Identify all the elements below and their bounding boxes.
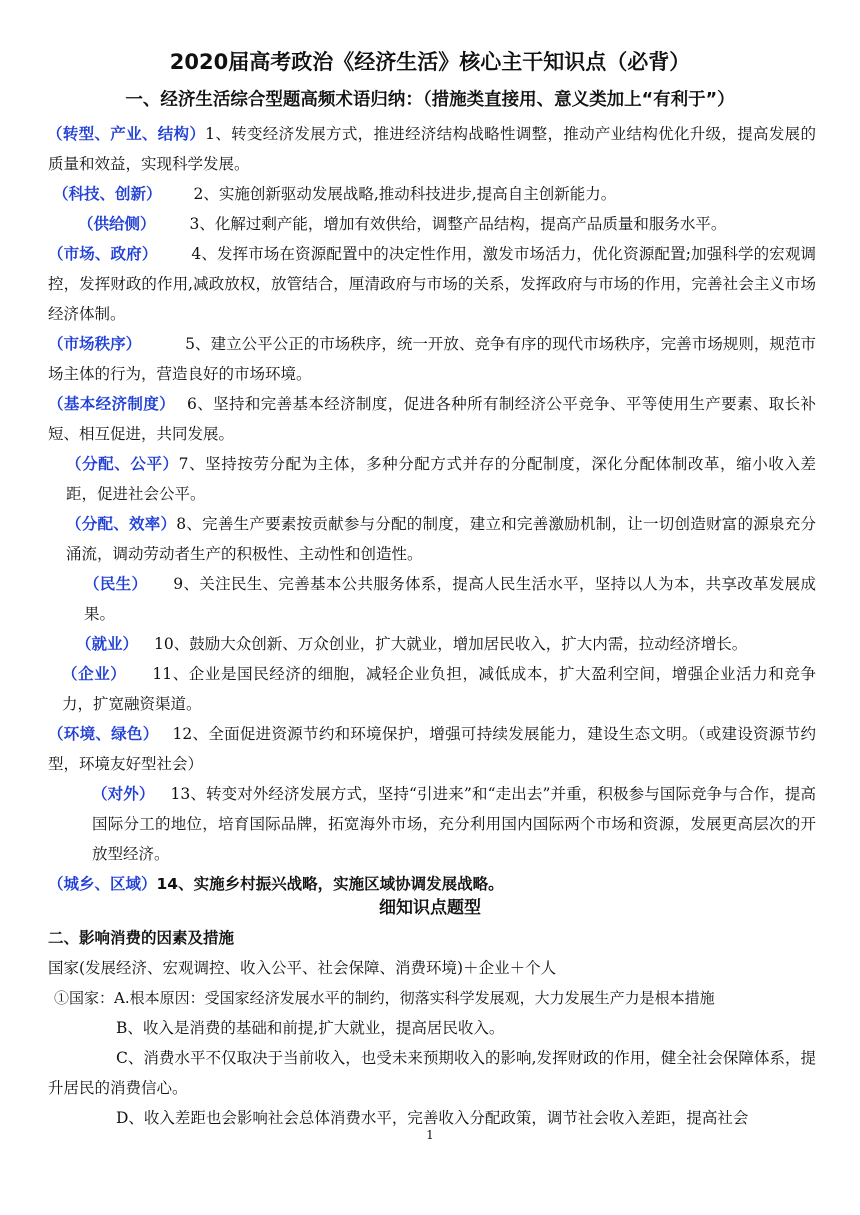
section-2-line: C、消费水平不仅取决于当前收入，也受未来预期收入的影响,发挥财政的作用，健全社会保障体系，提升居民的消费信心。: [48, 1049, 816, 1097]
section-2: [48, 923, 816, 1133]
item-text: 4、发挥市场在资源配置中的决定性作用，激发市场活力，优化资源配置;加强科学的宏观调控，发挥财政的作用,减政放权，放管结合，厘清政府与市场的关系，发挥政府与市场的作用，完善社会主义市场经济体制。: [48, 245, 816, 323]
item-text: 3、化解过剩产能，增加有效供给，调整产品结构，提高产品质量和服务水平。: [189, 215, 727, 233]
section-2-line: B、收入是消费的基础和前提,扩大就业，提高居民收入。: [116, 1019, 505, 1037]
list-item: [48, 179, 816, 209]
list-item: [48, 779, 816, 869]
item-text: 8、完善生产要素按贡献参与分配的制度，建立和完善激励机制，让一切创造财富的源泉充分涌流，调动劳动者生产的积极性、主动性和创造性。: [66, 515, 816, 563]
item-tag: （分配、效率）: [66, 515, 177, 533]
list-item: [48, 569, 816, 629]
page-number: 1: [426, 1128, 434, 1142]
section-1-heading: 一、经济生活综合型题高频术语归纳：（措施类直接用、意义类加上“有利于”）: [125, 90, 735, 110]
section-2-line: 国家(发展经济、宏观调控、收入公平、社会保障、消费环境)＋企业＋个人: [48, 959, 557, 977]
item-tag: （对外）: [92, 785, 155, 803]
item-text: 1、转变经济发展方式，推进经济结构战略性调整，推动产业结构优化升级，提高发展的质量和效益，实现科学发展。: [48, 125, 816, 173]
item-tag: （转型、产业、结构）: [47, 125, 206, 143]
item-text: 5、建立公平公正的市场秩序，统一开放、竞争有序的现代市场秩序，完善市场规则，规范市场主体的行为，营造良好的市场环境。: [48, 335, 816, 383]
item-tag: （城乡、区域）: [48, 875, 157, 893]
item-text: 11、企业是国民经济的细胞，减轻企业负担，减低成本，扩大盈利空间，增强企业活力和竞争力，扩宽融资渠道。: [62, 665, 816, 713]
list-item: [48, 509, 816, 569]
item-text: 14、实施乡村振兴战略，实施区域协调发展战略。: [156, 875, 504, 893]
item-tag: （民生）: [84, 575, 148, 593]
item-tag: （市场、政府）: [48, 245, 158, 263]
section-2-line: ①国家：A.根本原因：受国家经济发展水平的制约，彻落实科学发展观，大力发展生产力是根本措施: [54, 989, 715, 1007]
section-2-line: D、收入差距也会影响社会总体消费水平，完善收入分配政策，调节社会收入差距，提高社会: [116, 1109, 749, 1127]
term-list: [48, 119, 816, 899]
item-tag: （就业）: [76, 635, 139, 653]
item-text: 9、关注民生、完善基本公共服务体系，提高人民生活水平，坚持以人为本，共享改革发展成果。: [84, 575, 816, 623]
item-tag: （供给侧）: [78, 215, 156, 233]
page-title: 2020届高考政治《经济生活》核心主干知识点（必背）: [169, 50, 691, 74]
item-text: 7、坚持按劳分配为主体，多种分配方式并存的分配制度，深化分配体制改革，缩小收入差距，促进社会公平。: [66, 455, 816, 503]
item-tag: （科技、创新）: [53, 185, 162, 203]
list-item: [48, 329, 816, 389]
list-item: [48, 389, 816, 449]
list-item: [48, 209, 816, 239]
list-item: [48, 629, 816, 659]
item-text: 2、实施创新驱动发展战略,推动科技进步,提高自主创新能力。: [193, 185, 617, 203]
list-item: [48, 659, 816, 719]
item-tag: （环境、绿色）: [48, 725, 159, 743]
list-item: [48, 119, 816, 179]
item-text: 6、坚持和完善基本经济制度，促进各种所有制经济公平竞争、平等使用生产要素、取长补短、相互促进，共同发展。: [48, 395, 816, 443]
item-tag: （市场秩序）: [48, 335, 142, 353]
item-tag: （企业）: [62, 665, 127, 683]
item-text: 10、鼓励大众创新、万众创业，扩大就业，增加居民收入，扩大内需，拉动经济增长。: [154, 635, 748, 653]
section-title: 细知识点题型: [379, 898, 481, 918]
item-tag: （基本经济制度）: [48, 395, 175, 413]
item-text: 13、转变对外经济发展方式，坚持“引进来”和“走出去”并重，积极参与国际竞争与合作，提高国际分工的地位，培育国际品牌，拓宽海外市场，充分利用国内国际两个市场和资源，发展更高层次的开放型经济。: [92, 785, 816, 863]
item-text: 12、全面促进资源节约和环境保护，增强可持续发展能力，建设生态文明。（或建设资源节约型，环境友好型社会）: [48, 725, 816, 773]
section-2-heading: 二、影响消费的因素及措施: [48, 929, 235, 947]
list-item: [48, 719, 816, 779]
item-tag: （分配、公平）: [66, 455, 179, 473]
list-item: [48, 239, 816, 329]
list-item: [48, 449, 816, 509]
